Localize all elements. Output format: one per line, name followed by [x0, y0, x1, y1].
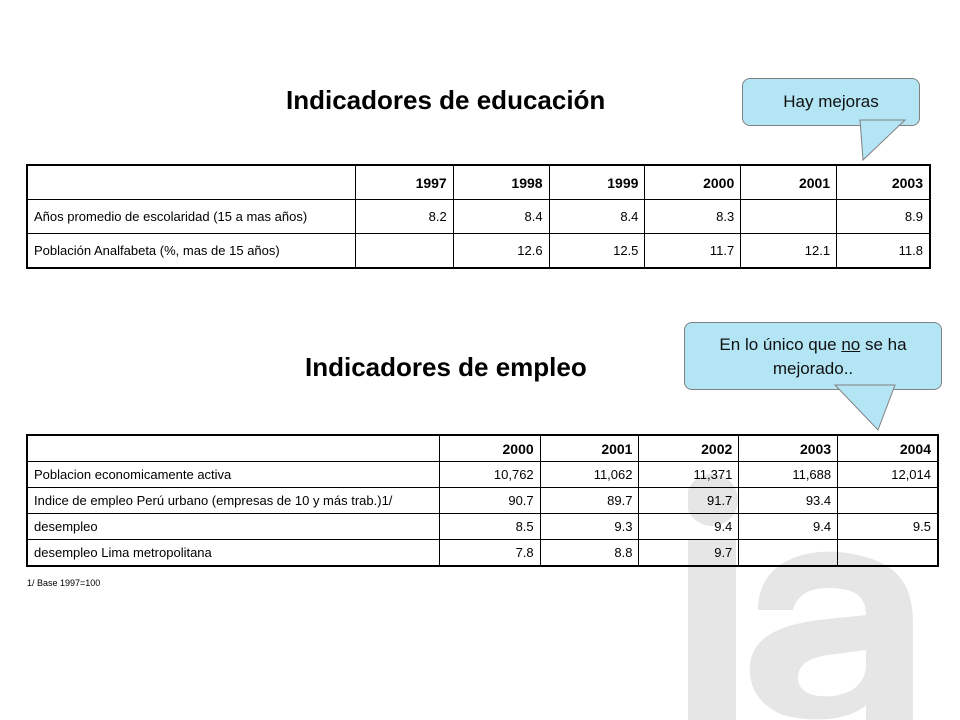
- table-cell: 9.7: [639, 540, 739, 566]
- footnote: 1/ Base 1997=100: [27, 578, 101, 588]
- table-cell: [355, 234, 453, 268]
- table-cell: 8.3: [645, 200, 741, 234]
- table-cell: 93.4: [739, 488, 838, 514]
- table-header-row: [28, 166, 930, 200]
- table-cell: 12.6: [453, 234, 549, 268]
- callout-improvements: [742, 78, 920, 126]
- table-cell: 12,014: [838, 462, 938, 488]
- table-cell: [741, 200, 837, 234]
- callout-text: Hay mejoras: [783, 92, 879, 111]
- header-cell: 2003: [837, 166, 930, 200]
- table-cell: 8.4: [549, 200, 645, 234]
- callout-tail: [855, 120, 925, 165]
- table-cell: 7.8: [439, 540, 540, 566]
- row-label: desempleo Lima metropolitana: [28, 540, 440, 566]
- table-cell: 89.7: [540, 488, 639, 514]
- row-label: Poblacion economicamente activa: [28, 462, 440, 488]
- header-cell: 2003: [739, 436, 838, 462]
- table-cell: 8.8: [540, 540, 639, 566]
- table-cell: 11,688: [739, 462, 838, 488]
- table-cell: [739, 540, 838, 566]
- table-cell: 8.5: [439, 514, 540, 540]
- header-cell: 2001: [540, 436, 639, 462]
- education-title: Indicadores de educación: [286, 85, 606, 115]
- header-cell: [28, 436, 440, 462]
- table-cell: 9.5: [838, 514, 938, 540]
- table-cell: 8.4: [453, 200, 549, 234]
- table-cell: 90.7: [439, 488, 540, 514]
- table-row: [28, 514, 938, 540]
- header-cell: 2004: [838, 436, 938, 462]
- table-cell: 8.2: [355, 200, 453, 234]
- header-cell: 1999: [549, 166, 645, 200]
- table-cell: [838, 540, 938, 566]
- header-cell: 2000: [645, 166, 741, 200]
- employment-title: Indicadores de empleo: [305, 352, 587, 382]
- table-cell: 9.4: [639, 514, 739, 540]
- education-table: [27, 165, 930, 268]
- table-header-row: [28, 436, 938, 462]
- row-label: Indice de empleo Perú urbano (empresas de 10 y más trab.)1/: [28, 488, 440, 514]
- table-row: [28, 488, 938, 514]
- table-cell: 9.3: [540, 514, 639, 540]
- header-cell: 2001: [741, 166, 837, 200]
- header-cell: 1997: [355, 166, 453, 200]
- table-cell: 11,062: [540, 462, 639, 488]
- table-cell: 8.9: [837, 200, 930, 234]
- row-label: desempleo: [28, 514, 440, 540]
- table-cell: 10,762: [439, 462, 540, 488]
- header-cell: 1998: [453, 166, 549, 200]
- row-label: Población Analfabeta (%, mas de 15 años): [28, 234, 356, 268]
- table-cell: 91.7: [639, 488, 739, 514]
- table-row: [28, 540, 938, 566]
- table-cell: 11.7: [645, 234, 741, 268]
- table-cell: 9.4: [739, 514, 838, 540]
- header-cell: 2000: [439, 436, 540, 462]
- table-cell: 11.8: [837, 234, 930, 268]
- callout-no-improvement: [684, 322, 942, 390]
- table-cell: [838, 488, 938, 514]
- employment-table: [27, 435, 938, 566]
- table-cell: 12.5: [549, 234, 645, 268]
- table-row: [28, 234, 930, 268]
- table-cell: 11,371: [639, 462, 739, 488]
- callout-tail: [830, 385, 910, 435]
- table-row: [28, 200, 930, 234]
- callout-text: En lo único que no se ha mejorado..: [719, 335, 907, 378]
- table-cell: 12.1: [741, 234, 837, 268]
- header-cell: [28, 166, 356, 200]
- table-row: [28, 462, 938, 488]
- row-label: Años promedio de escolaridad (15 a mas años): [28, 200, 356, 234]
- header-cell: 2002: [639, 436, 739, 462]
